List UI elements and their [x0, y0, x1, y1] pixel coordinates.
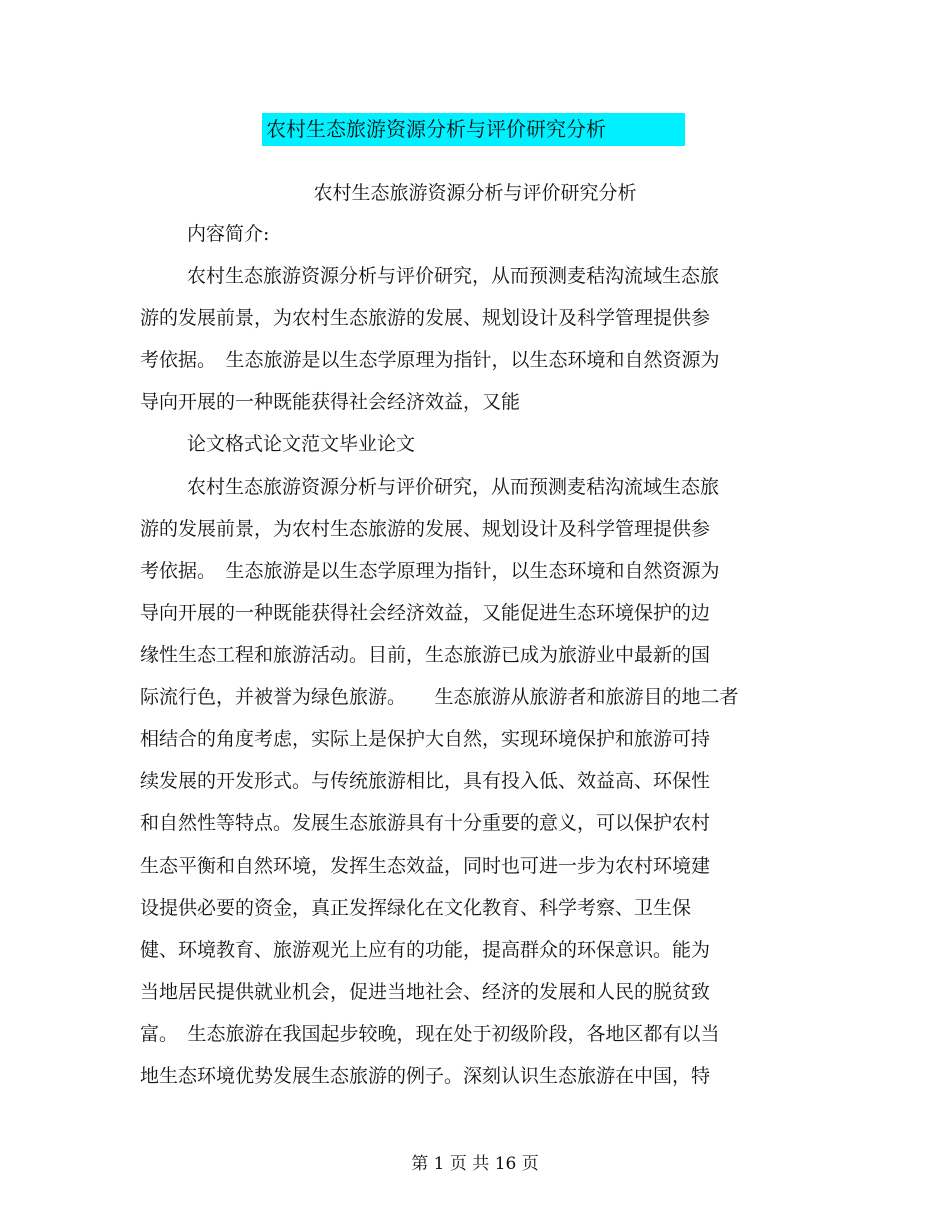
paragraph-line: 游的发展前景，为农村生态旅游的发展、规划设计及科学管理提供参 — [140, 307, 711, 329]
paragraph-line: 地生态环境优势发展生态旅游的例子。深刻认识生态旅游在中国，特 — [140, 1065, 711, 1087]
paragraph-line: 当地居民提供就业机会，促进当地社会、经济的发展和人民的脱贫致 — [140, 981, 711, 1003]
paragraph-line: 游的发展前景，为农村生态旅游的发展、规划设计及科学管理提供参 — [140, 518, 711, 540]
section-heading-intro: 内容简介: — [187, 223, 270, 245]
document-subtitle: 农村生态旅游资源分析与评价研究分析 — [313, 182, 637, 204]
paragraph-line: 缘性生态工程和旅游活动。目前，生态旅游已成为旅游业中最新的国 — [140, 644, 711, 666]
paragraph-line: 生态平衡和自然环境，发挥生态效益，同时也可进一步为农村环境建 — [140, 855, 711, 877]
paragraph-line: 考依据。 生态旅游是以生态学原理为指针，以生态环境和自然资源为 — [140, 349, 720, 371]
paragraph-line: 导向开展的一种既能获得社会经济效益，又能 — [140, 391, 521, 413]
page-title: 农村生态旅游资源分析与评价研究分析 — [266, 117, 606, 141]
paragraph-line: 和自然性等特点。发展生态旅游具有十分重要的意义，可以保护农村 — [140, 812, 711, 834]
paragraph-line: 相结合的角度考虑，实际上是保护大自然，实现环境保护和旅游可持 — [140, 728, 711, 750]
paragraph-line: 导向开展的一种既能获得社会经济效益，又能促进生态环境保护的边 — [140, 602, 711, 624]
paragraph-line: 设提供必要的资金，真正发挥绿化在文化教育、科学考察、卫生保 — [140, 897, 692, 919]
paragraph-line: 农村生态旅游资源分析与评价研究，从而预测麦秸沟流域生态旅 — [187, 476, 720, 498]
paragraph-line: 续发展的开发形式。与传统旅游相比，具有投入低、效益高、环保性 — [140, 770, 711, 792]
title-highlight — [262, 113, 685, 146]
keywords-line: 论文格式论文范文毕业论文 — [187, 433, 416, 455]
paragraph-line: 际流行色，并被誉为绿色旅游。 生态旅游从旅游者和旅游目的地二者 — [140, 686, 739, 708]
paragraph-line: 富。 生态旅游在我国起步较晚，现在处于初级阶段，各地区都有以当 — [140, 1023, 720, 1045]
paragraph-line: 农村生态旅游资源分析与评价研究，从而预测麦秸沟流域生态旅 — [187, 265, 720, 287]
paragraph-line: 考依据。 生态旅游是以生态学原理为指针，以生态环境和自然资源为 — [140, 560, 720, 582]
page-number-footer: 第 1 页 共 16 页 — [411, 1154, 539, 1174]
paragraph-line: 健、环境教育、旅游观光上应有的功能，提高群众的环保意识。能为 — [140, 939, 711, 961]
